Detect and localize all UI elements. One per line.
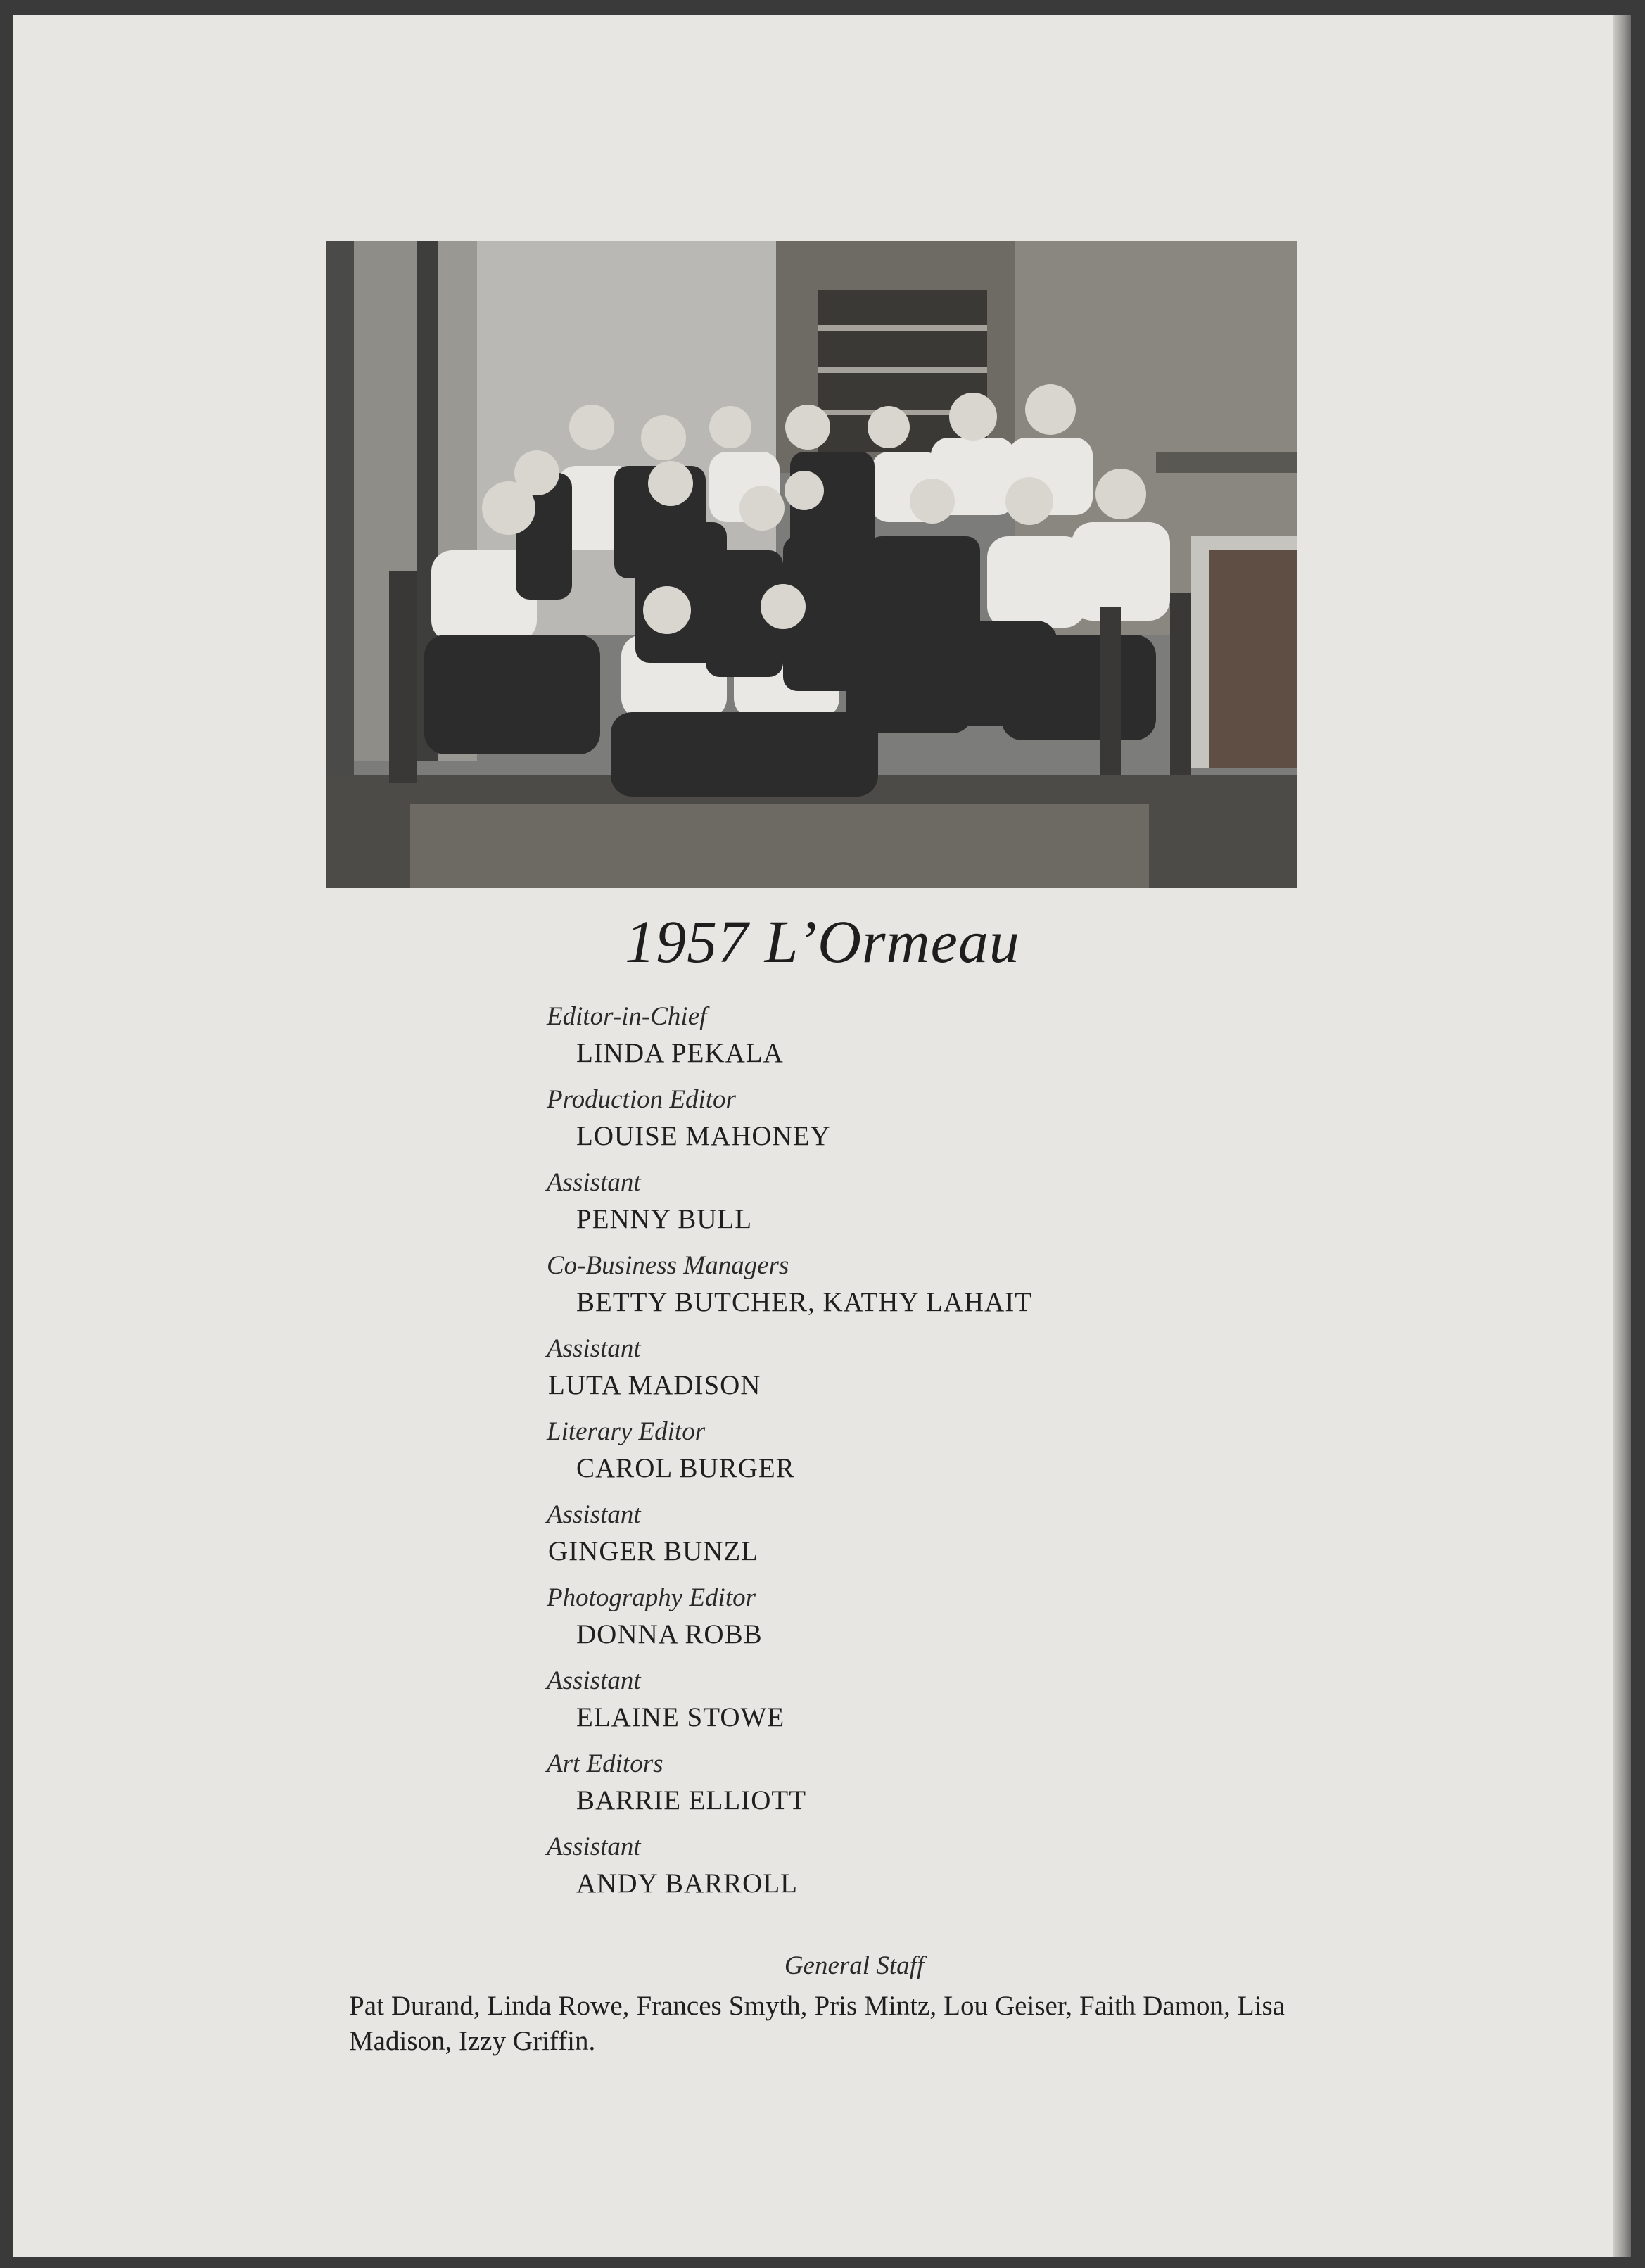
role-title: Assistant: [547, 1334, 641, 1363]
role-person-name: ANDY BARROLL: [576, 1868, 798, 1899]
staff-role-entry: [547, 1248, 1032, 1322]
staff-role-entry: [547, 1414, 1032, 1488]
staff-role-entry: [547, 1664, 1032, 1737]
staff-role-entry: [547, 1830, 1032, 1903]
role-title: Co-Business Managers: [547, 1251, 789, 1280]
staff-role-entry: [547, 1497, 1032, 1571]
staff-role-entry: [547, 1580, 1032, 1654]
role-title: Assistant: [547, 1832, 641, 1861]
role-title: Assistant: [547, 1500, 641, 1529]
role-person-name: BETTY BUTCHER, KATHY LAHAIT: [576, 1287, 1033, 1317]
role-person-name: DONNA ROBB: [576, 1619, 763, 1649]
role-person-name: CAROL BURGER: [576, 1453, 795, 1483]
staff-role-entry: [547, 1331, 1032, 1405]
general-staff-names: Pat Durand, Linda Rowe, Frances Smyth, Pris Mintz, Lou Geiser, Faith Damon, Lisa Madison, Izzy Griffin.: [349, 1991, 1285, 2056]
role-title: Production Editor: [547, 1085, 736, 1114]
group-photograph: [326, 241, 1297, 888]
staff-role-entry: [547, 1082, 1032, 1155]
role-title: Photography Editor: [547, 1583, 756, 1612]
role-person-name: LOUISE MAHONEY: [576, 1121, 831, 1151]
page-title: 1957 L’Ormeau: [625, 908, 1020, 975]
role-title: Assistant: [547, 1666, 641, 1695]
role-person-name: GINGER BUNZL: [548, 1536, 759, 1566]
role-title: Art Editors: [547, 1749, 663, 1778]
role-person-name: LINDA PEKALA: [576, 1038, 784, 1068]
role-title: Literary Editor: [547, 1417, 706, 1446]
staff-role-entry: [547, 1747, 1032, 1820]
role-person-name: ELAINE STOWE: [576, 1702, 785, 1732]
staff-role-entry: [547, 999, 1032, 1072]
role-person-name: BARRIE ELLIOTT: [576, 1785, 807, 1816]
staff-roles-list: [547, 999, 1032, 1913]
general-staff-heading: General Staff: [784, 1951, 925, 1980]
role-person-name: PENNY BULL: [576, 1204, 753, 1234]
role-title: Editor-in-Chief: [547, 1002, 707, 1031]
role-title: Assistant: [547, 1168, 641, 1197]
staff-role-entry: [547, 1165, 1032, 1238]
page-edge-shadow: [1613, 15, 1631, 2257]
role-person-name: LUTA MADISON: [548, 1370, 761, 1400]
group-photo-illustration: [326, 241, 1297, 888]
